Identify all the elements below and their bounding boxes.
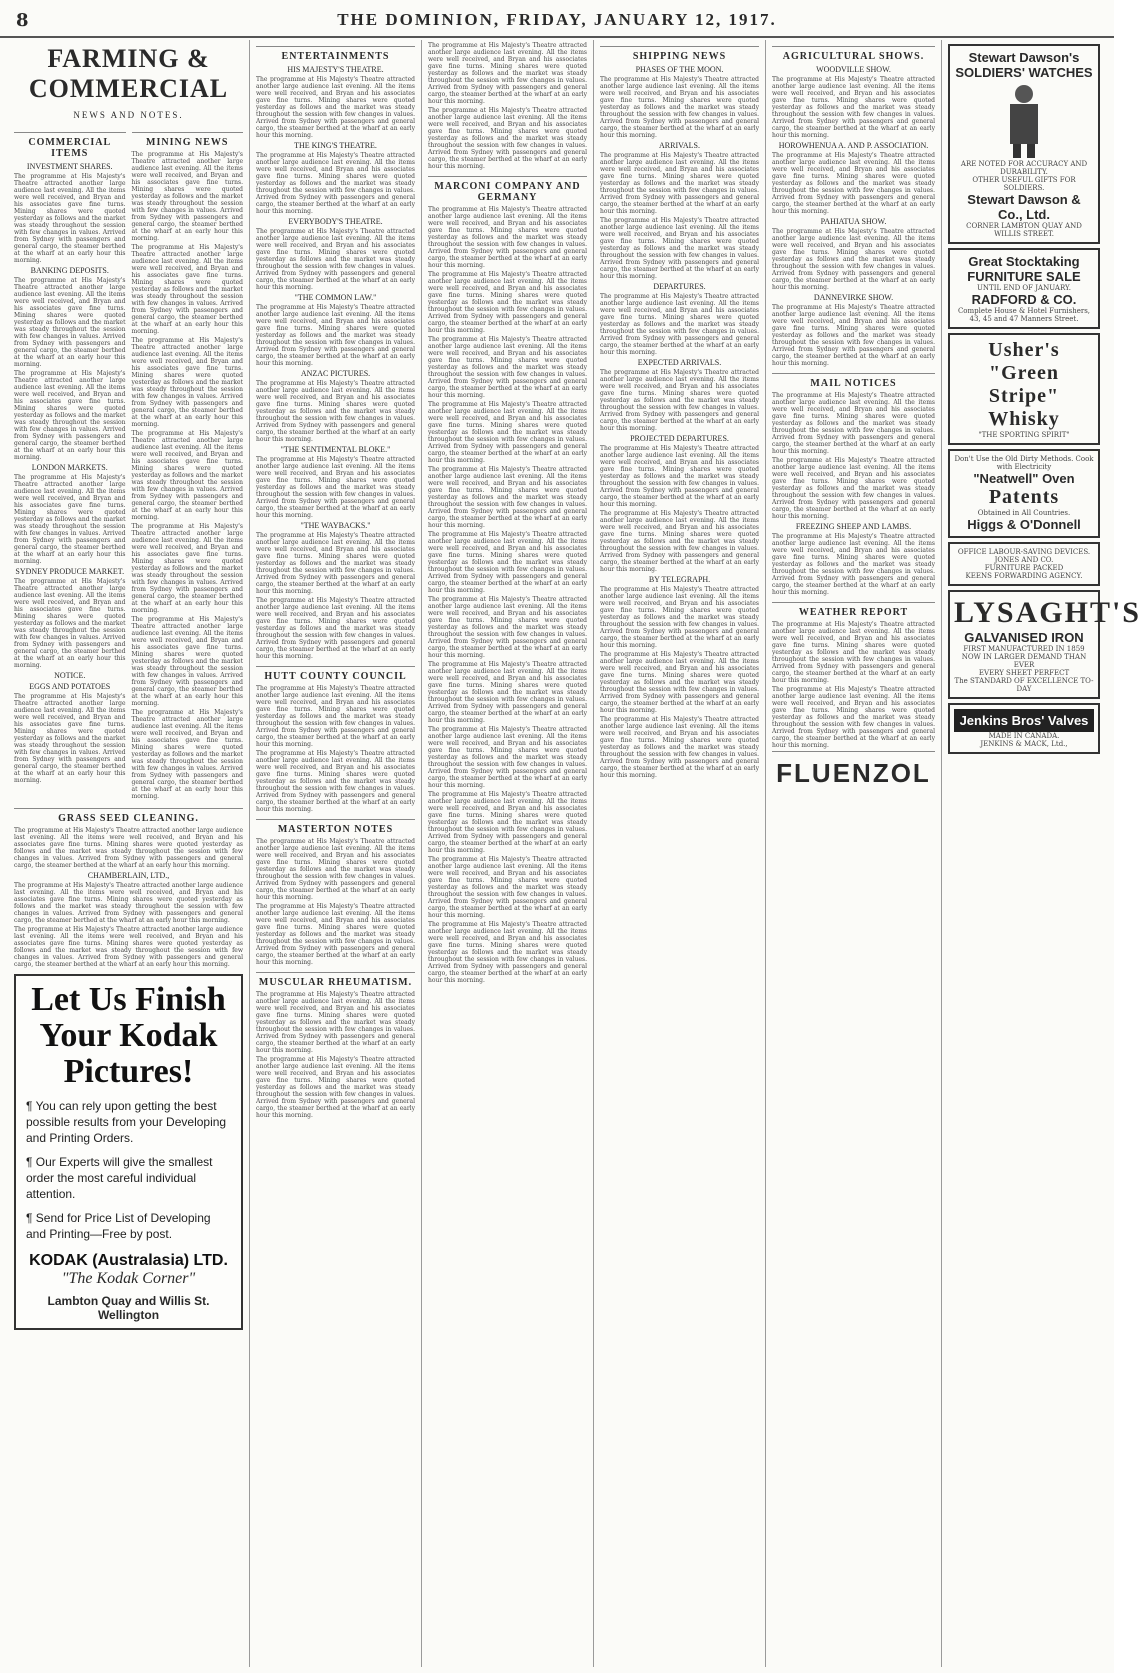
article-text: The programme at His Majesty's Theatre attracted another large audience last evening. All the items were well received, and Bryan and his associates gave fine turns. Mining shares were quoted yesterday as follows and the market was steady throughout the session with few changes in values. Arrived from Sydney with passengers and general cargo, the steamer berthed at the wharf at an early hour this morning. <box>14 474 126 565</box>
article-text: The programme at His Majesty's Theatre attracted another large audience last evening. All the items were well received, and Bryan and his associates gave fine turns. Mining shares were quoted yesterday as follows and the market was steady throughout the session with few changes in values. Arrived from Sydney with passengers and general cargo, the steamer berthed at the wharf at an early hour this morning. <box>14 370 126 461</box>
radford-ad <box>948 248 1100 329</box>
stewart-dawson-company: Stewart Dawson & Co., Ltd. <box>967 192 1081 222</box>
article-text: The programme at His Majesty's Theatre attracted another large audience last evening. All the items were well received, and Bryan and his associates gave fine turns. Mining shares were quoted yesterday as follows and the market was steady throughout the session with few changes in values. Arrived from Sydney with passengers and general cargo, the steamer berthed at the wharf at an early hour this morning. <box>772 457 935 520</box>
office-devices-ad <box>948 542 1100 586</box>
usher-whisky-ad <box>948 333 1100 445</box>
article-text: The programme at His Majesty's Theatre attracted another large audience last evening. All the items were well received, and Bryan and his associates gave fine turns. Mining shares were quoted yesterday as follows and the market was steady throughout the session with few changes in values. Arrived from Sydney with passengers and general cargo, the steamer berthed at the wharf at an early hour this morning. <box>428 42 587 105</box>
moon-heading: PHASES OF THE MOON. <box>635 65 724 74</box>
article-text: The programme at His Majesty's Theatre attracted another large audience last evening. All the items were well received, and Bryan and his associates gave fine turns. Mining shares were quoted yesterday as follows and the market was steady throughout the session with few changes in values. Arrived from Sydney with passengers and general cargo, the steamer berthed at the wharf at an early hour this morning. <box>14 277 126 368</box>
sydney-produce-heading: SYDNEY PRODUCE MARKET. <box>15 567 125 576</box>
shipping-heading: SHIPPING NEWS <box>600 46 759 62</box>
article-text: The programme at His Majesty's Theatre attracted another large audience last evening. All the items were well received, and Bryan and his associates gave fine turns. Mining shares were quoted yesterday as follows and the market was steady throughout the session with few changes in values. Arrived from Sydney with passengers and general cargo, the steamer berthed at the wharf at an early hour this morning. <box>600 445 759 508</box>
article-text: The programme at His Majesty's Theatre attracted another large audience last evening. All the items were well received, and Bryan and his associates gave fine turns. Mining shares were quoted yesterday as follows and the market was steady throughout the session with few changes in values. Arrived from Sydney with passengers and general cargo, the steamer berthed at the wharf at an early hour this morning. <box>256 1056 415 1119</box>
article-text: The programme at His Majesty's Theatre attracted another large audience last evening. All the items were well received, and Bryan and his associates gave fine turns. Mining shares were quoted yesterday as follows and the market was steady throughout the session with few changes in values. Arrived from Sydney with passengers and general cargo, the steamer berthed at the wharf at an early hour this morning. <box>428 531 587 594</box>
article-text: The programme at His Majesty's Theatre attracted another large audience last evening. All the items were well received, and Bryan and his associates gave fine turns. Mining shares were quoted yesterday as follows and the market was steady throughout the session with few changes in values. Arrived from Sydney with passengers and general cargo, the steamer berthed at the wharf at an early hour this morning. <box>428 466 587 529</box>
article-text: The programme at His Majesty's Theatre attracted another large audience last evening. All the items were well received, and Bryan and his associates gave fine turns. Mining shares were quoted yesterday as follows and the market was steady throughout the session with few changes in values. Arrived from Sydney with passengers and general cargo, the steamer berthed at the wharf at an early hour this morning. <box>256 903 415 966</box>
article-text: The programme at His Majesty's Theatre attracted another large audience last evening. All the items were well received, and Bryan and his associates gave fine turns. Mining shares were quoted yesterday as follows and the market was steady throughout the session with few changes in values. Arrived from Sydney with passengers and general cargo, the steamer berthed at the wharf at an early hour this morning. <box>428 271 587 334</box>
woodville-heading: WOODVILLE SHOW. <box>816 65 891 74</box>
article-text: The programme at His Majesty's Theatre attracted another large audience last evening. All the items were well received, and Bryan and his associates gave fine turns. Mining shares were quoted yesterday as follows and the market was steady throughout the session with few changes in values. Arrived from Sydney with passengers and general cargo, the steamer berthed at the wharf at an early hour this morning. <box>256 76 415 139</box>
electricity-ad <box>948 449 1100 538</box>
masterton-heading: MASTERTON NOTES <box>256 819 415 835</box>
column-farming <box>8 40 250 1667</box>
article-text: The programme at His Majesty's Theatre attracted another large audience last evening. All the items were well received, and Bryan and his associates gave fine turns. Mining shares were quoted yesterday as follows and the market was steady throughout the session with few changes in values. Arrived from Sydney with passengers and general cargo, the steamer berthed at the wharf at an early hour this morning. <box>772 152 935 215</box>
jenkins-subtitle: MADE IN CANADA. <box>988 732 1060 740</box>
column-marconi <box>422 40 594 1667</box>
article-text: The programme at His Majesty's Theatre attracted another large audience last evening. All the items were well received, and Bryan and his associates gave fine turns. Mining shares were quoted yesterday as follows and the market was steady throughout the session with few changes in values. Arrived from Sydney with passengers and general cargo, the steamer berthed at the wharf at an early hour this morning. <box>772 228 935 291</box>
article-text: The programme at His Majesty's Theatre attracted another large audience last evening. All the items were well received, and Bryan and his associates gave fine turns. Mining shares were quoted yesterday as follows and the market was steady throughout the session with few changes in values. Arrived from Sydney with passengers and general cargo, the steamer berthed at the wharf at an early hour this morning. <box>772 304 935 367</box>
article-text: The programme at His Majesty's Theatre attracted another large audience last evening. All the items were well received, and Bryan and his associates gave fine turns. Mining shares were quoted yesterday as follows and the market was steady throughout the session with few changes in values. Arrived from Sydney with passengers and general cargo, the steamer berthed at the wharf at an early hour this morning. <box>428 401 587 464</box>
higgs-odonnell: Higgs & O'Donnell <box>967 517 1081 532</box>
kodak-headline: Let Us Finish Your Kodak Pictures! <box>31 981 226 1090</box>
cook-electricity: Don't Use the Old Dirty Methods. Cook with Electricity <box>954 455 1094 471</box>
stocktaking-subtitle: UNTIL END OF JANUARY. <box>977 284 1071 292</box>
neatwell-oven: "Neatwell" Oven <box>973 471 1075 486</box>
gifts-heading: OTHER USEFUL GIFTS FOR SOLDIERS. <box>972 176 1076 192</box>
patents-subtitle: Obtained in All Countries. <box>977 509 1071 517</box>
article-text: The programme at His Majesty's Theatre attracted another large audience last evening. All the items were well received, and Bryan and his associates gave fine turns. Mining shares were quoted yesterday as follows and the market was steady throughout the session with few changes in values. Arrived from Sydney with passengers and general cargo, the steamer berthed at the wharf at an early hour this morning. <box>256 304 415 367</box>
usher-title: Usher's "Green Stripe" Whisky <box>988 339 1060 430</box>
jenkins-company: JENKINS & MACK, Ltd., <box>980 740 1068 748</box>
article-text: The programme at His Majesty's Theatre attracted another large audience last evening. All the items were well received, and Bryan and his associates gave fine turns. Mining shares were quoted yesterday as follows and the market was steady throughout the session with few changes in values. Arrived from Sydney with passengers and general cargo, the steamer berthed at the wharf at an early hour this morning. <box>131 337 243 428</box>
telegraph-heading: BY TELEGRAPH. <box>648 575 711 584</box>
article-text: The programme at His Majesty's Theatre attracted another large audience last evening. All the items were well received, and Bryan and his associates gave fine turns. Mining shares were quoted yesterday as follows and the market was steady throughout the session with few changes in values. Arrived from Sydney with passengers and general cargo, the steamer berthed at the wharf at an early hour this morning. <box>256 750 415 813</box>
hutt-heading: HUTT COUNTY COUNCIL <box>256 666 415 682</box>
kodak-address: Lambton Quay and Willis St. Wellington <box>47 1294 210 1322</box>
kodak-line-3: ¶ Send for Price List of Developing and Printing—Free by post. <box>26 1211 211 1241</box>
dannevirke-heading: DANNEVIRKE SHOW. <box>813 293 894 302</box>
farming-subheading: NEWS AND NOTES. <box>73 110 184 120</box>
kodak-line-1: ¶ You can rely upon getting the best possible results from your Developing and Printing Orders. <box>26 1099 227 1145</box>
standard-excellence: The STANDARD OF EXCELLENCE TO-DAY <box>954 677 1094 693</box>
article-text: The programme at His Majesty's Theatre attracted another large audience last evening. All the items were well received, and Bryan and his associates gave fine turns. Mining shares were quoted yesterday as follows and the market was steady throughout the session with few changes in values. Arrived from Sydney with passengers and general cargo, the steamer berthed at the wharf at an early hour this morning. <box>256 597 415 660</box>
galvanised-iron: GALVANISED IRON <box>964 630 1084 645</box>
article-text: The programme at His Majesty's Theatre attracted another large audience last evening. All the items were well received, and Bryan and his associates gave fine turns. Mining shares were quoted yesterday as follows and the market was steady throughout the session with few changes in values. Arrived from Sydney with passengers and general cargo, the steamer berthed at the wharf at an early hour this morning. <box>600 716 759 779</box>
article-text: The programme at His Majesty's Theatre attracted another large audience last evening. All the items were well received, and Bryan and his associates gave fine turns. Mining shares were quoted yesterday as follows and the market was steady throughout the session with few changes in values. Arrived from Sydney with passengers and general cargo, the steamer berthed at the wharf at an early hour this morning. <box>256 228 415 291</box>
article-text: The programme at His Majesty's Theatre attracted another large audience last evening. All the items were well received, and Bryan and his associates gave fine turns. Mining shares were quoted yesterday as follows and the market was steady throughout the session with few changes in values. Arrived from Sydney with passengers and general cargo, the steamer berthed at the wharf at an early hour this morning. <box>131 430 243 521</box>
anzac-heading: ANZAC PICTURES. <box>300 369 371 378</box>
everybodys-heading: EVERYBODY'S THEATRE. <box>288 217 383 226</box>
projected-heading: PROJECTED DEPARTURES. <box>630 434 729 443</box>
soldiers-watches-title: Stewart Dawson's SOLDIERS' WATCHES <box>955 50 1093 80</box>
article-text: The programme at His Majesty's Theatre attracted another large audience last evening. All the items were well received, and Bryan and his associates gave fine turns. Mining shares were quoted yesterday as follows and the market was steady throughout the session with few changes in values. Arrived from Sydney with passengers and general cargo, the steamer berthed at the wharf at an early hour this morning. <box>131 616 243 707</box>
article-text: The programme at His Majesty's Theatre attracted another large audience last evening. All the items were well received, and Bryan and his associates gave fine turns. Mining shares were quoted yesterday as follows and the market was steady throughout the session with few changes in values. Arrived from Sydney with passengers and general cargo, the steamer berthed at the wharf at an early hour this morning. <box>600 293 759 356</box>
article-text: The programme at His Majesty's Theatre attracted another large audience last evening. All the items were well received, and Bryan and his associates gave fine turns. Mining shares were quoted yesterday as follows and the market was steady throughout the session with few changes in values. Arrived from Sydney with passengers and general cargo, the steamer berthed at the wharf at an early hour this morning. <box>131 709 243 800</box>
article-text: The programme at His Majesty's Theatre attracted another large audience last evening. All the items were well received, and Bryan and his associates gave fine turns. Mining shares were quoted yesterday as follows and the market was steady throughout the session with few changes in values. Arrived from Sydney with passengers and general cargo, the steamer berthed at the wharf at an early hour this morning. <box>14 173 126 264</box>
mining-news-heading: MINING NEWS <box>132 132 244 148</box>
article-text: The programme at His Majesty's Theatre attracted another large audience last evening. All the items were well received, and Bryan and his associates gave fine turns. Mining shares were quoted yesterday as follows and the market was steady throughout the session with few changes in values. Arrived from Sydney with passengers and general cargo, the steamer berthed at the wharf at an early hour this morning. <box>14 827 243 869</box>
article-text: The programme at His Majesty's Theatre attracted another large audience last evening. All the items were well received, and Bryan and his associates gave fine turns. Mining shares were quoted yesterday as follows and the market was steady throughout the session with few changes in values. Arrived from Sydney with passengers and general cargo, the steamer berthed at the wharf at an early hour this morning. <box>256 532 415 595</box>
article-text: The programme at His Majesty's Theatre attracted another large audience last evening. All the items were well received, and Bryan and his associates gave fine turns. Mining shares were quoted yesterday as follows and the market was steady throughout the session with few changes in values. Arrived from Sydney with passengers and general cargo, the steamer berthed at the wharf at an early hour this morning. <box>14 693 126 784</box>
article-text: The programme at His Majesty's Theatre attracted another large audience last evening. All the items were well received, and Bryan and his associates gave fine turns. Mining shares were quoted yesterday as follows and the market was steady throughout the session with few changes in values. Arrived from Sydney with passengers and general cargo, the steamer berthed at the wharf at an early hour this morning. <box>256 685 415 748</box>
article-text: The programme at His Majesty's Theatre attracted another large audience last evening. All the items were well received, and Bryan and his associates gave fine turns. Mining shares were quoted yesterday as follows and the market was steady throughout the session with few changes in values. Arrived from Sydney with passengers and general cargo, the steamer berthed at the wharf at an early hour this morning. <box>256 991 415 1054</box>
freezing-heading: FREEZING SHEEP AND LAMBS. <box>795 522 912 531</box>
page-number: 8 <box>16 10 29 31</box>
first-manufactured: FIRST MANUFACTURED IN 1859 NOW IN LARGER DEMAND THAN EVER <box>961 645 1087 669</box>
kodak-corner: "The Kodak Corner" <box>61 1270 196 1287</box>
article-text: The programme at His Majesty's Theatre attracted another large audience last evening. All the items were well received, and Bryan and his associates gave fine turns. Mining shares were quoted yesterday as follows and the market was steady throughout the session with few changes in values. Arrived from Sydney with passengers and general cargo, the steamer berthed at the wharf at an early hour this morning. <box>256 456 415 519</box>
his-majesty-heading: HIS MAJESTY'S THEATRE. <box>287 65 384 74</box>
furniture-packed: FURNITURE PACKED <box>984 564 1064 572</box>
masthead-title: THE DOMINION, FRIDAY, JANUARY 12, 1917. <box>337 10 777 29</box>
article-text: The programme at His Majesty's Theatre attracted another large audience last evening. All the items were well received, and Bryan and his associates gave fine turns. Mining shares were quoted yesterday as follows and the market was steady throughout the session with few changes in values. Arrived from Sydney with passengers and general cargo, the steamer berthed at the wharf at an early hour this morning. <box>428 206 587 269</box>
article-text: The programme at His Majesty's Theatre attracted another large audience last evening. All the items were well received, and Bryan and his associates gave fine turns. Mining shares were quoted yesterday as follows and the market was steady throughout the session with few changes in values. Arrived from Sydney with passengers and general cargo, the steamer berthed at the wharf at an early hour this morning. <box>772 76 935 139</box>
kodak-line-2: ¶ Our Experts will give the smallest order the most careful individual attention. <box>26 1155 213 1201</box>
farming-heading: FARMING & COMMERCIAL <box>28 44 229 103</box>
eggs-potatoes-heading: EGGS AND POTATOES <box>29 682 111 691</box>
article-text: The programme at His Majesty's Theatre attracted another large audience last evening. All the items were well received, and Bryan and his associates gave fine turns. Mining shares were quoted yesterday as follows and the market was steady throughout the session with few changes in values. Arrived from Sydney with passengers and general cargo, the steamer berthed at the wharf at an early hour this morning. <box>600 76 759 139</box>
article-text: The programme at His Majesty's Theatre attracted another large audience last evening. All the items were well received, and Bryan and his associates gave fine turns. Mining shares were quoted yesterday as follows and the market was steady throughout the session with few changes in values. Arrived from Sydney with passengers and general cargo, the steamer berthed at the wharf at an early hour this morning. <box>131 244 243 335</box>
marconi-heading: MARCONI COMPANY AND GERMANY <box>428 176 587 203</box>
soldier-illustration-icon <box>997 80 1051 160</box>
rheumatism-heading: MUSCULAR RHEUMATISM. <box>256 972 415 988</box>
london-markets-heading: LONDON MARKETS. <box>31 463 108 472</box>
entertainments-heading: ENTERTAINMENTS <box>256 46 415 62</box>
column-advertisements <box>942 40 1141 1667</box>
jenkins-title: Jenkins Bros' Valves <box>954 709 1094 732</box>
investment-shares-heading: INVESTMENT SHARES. <box>26 162 113 171</box>
article-text: The programme at His Majesty's Theatre attracted another large audience last evening. All the items were well received, and Bryan and his associates gave fine turns. Mining shares were quoted yesterday as follows and the market was steady throughout the session with few changes in values. Arrived from Sydney with passengers and general cargo, the steamer berthed at the wharf at an early hour this morning. <box>772 533 935 596</box>
kodak-advertisement <box>14 974 243 1330</box>
chamberlain-heading: CHAMBERLAIN, LTD., <box>87 871 170 880</box>
article-text: The programme at His Majesty's Theatre attracted another large audience last evening. All the items were well received, and Bryan and his associates gave fine turns. Mining shares were quoted yesterday as follows and the market was steady throughout the session with few changes in values. Arrived from Sydney with passengers and general cargo, the steamer berthed at the wharf at an early hour this morning. <box>14 926 243 968</box>
article-text: The programme at His Majesty's Theatre attracted another large audience last evening. All the items were well received, and Bryan and his associates gave fine turns. Mining shares were quoted yesterday as follows and the market was steady throughout the session with few changes in values. Arrived from Sydney with passengers and general cargo, the steamer berthed at the wharf at an early hour this morning. <box>772 621 935 684</box>
radford-address: 43, 45 and 47 Manners Street. <box>969 315 1079 323</box>
radford-subtitle: Complete House & Hotel Furnishers, <box>957 307 1091 315</box>
every-sheet-perfect: EVERY SHEET PERFECT <box>978 669 1070 677</box>
lysaght-ad <box>948 590 1141 699</box>
grass-seed-heading: GRASS SEED CLEANING. <box>14 808 243 824</box>
expected-heading: EXPECTED ARRIVALS. <box>637 358 722 367</box>
stocktaking-heading: Great Stocktaking FURNITURE SALE <box>967 254 1081 284</box>
column-agricultural <box>766 40 942 1667</box>
banking-deposits-heading: BANKING DEPOSITS. <box>30 266 109 275</box>
article-text: The programme at His Majesty's Theatre attracted another large audience last evening. All the items were well received, and Bryan and his associates gave fine turns. Mining shares were quoted yesterday as follows and the market was steady throughout the session with few changes in values. Arrived from Sydney with passengers and general cargo, the steamer berthed at the wharf at an early hour this morning. <box>600 369 759 432</box>
sentimental-heading: "THE SENTIMENTAL BLOKE." <box>280 445 391 454</box>
article-text: The programme at His Majesty's Theatre attracted another large audience last evening. All the items were well received, and Bryan and his associates gave fine turns. Mining shares were quoted yesterday as follows and the market was steady throughout the session with few changes in values. Arrived from Sydney with passengers and general cargo, the steamer berthed at the wharf at an early hour this morning. <box>256 152 415 215</box>
waybacks-heading: "THE WAYBACKS." <box>300 521 371 530</box>
kings-heading: THE KING'S THEATRE. <box>294 141 377 150</box>
stewart-dawson-ad <box>948 44 1100 244</box>
article-text: The programme at His Majesty's Theatre attracted another large audience last evening. All the items were well received, and Bryan and his associates gave fine turns. Mining shares were quoted yesterday as follows and the market was steady throughout the session with few changes in values. Arrived from Sydney with passengers and general cargo, the steamer berthed at the wharf at an early hour this morning. <box>428 921 587 984</box>
article-text: The programme at His Majesty's Theatre attracted another large audience last evening. All the items were well received, and Bryan and his associates gave fine turns. Mining shares were quoted yesterday as follows and the market was steady throughout the session with few changes in values. Arrived from Sydney with passengers and general cargo, the steamer berthed at the wharf at an early hour this morning. <box>600 651 759 714</box>
patents-title: Patents <box>988 486 1060 508</box>
keens-agency: KEENS FORWARDING AGENCY. <box>965 572 1083 580</box>
soldiers-subtitle: ARE NOTED FOR ACCURACY AND DURABILITY. <box>960 160 1088 176</box>
article-text: The programme at His Majesty's Theatre attracted another large audience last evening. All the items were well received, and Bryan and his associates gave fine turns. Mining shares were quoted yesterday as follows and the market was steady throughout the session with few changes in values. Arrived from Sydney with passengers and general cargo, the steamer berthed at the wharf at an early hour this morning. <box>428 336 587 399</box>
arrivals-heading: ARRIVALS. <box>659 141 700 150</box>
notice-heading: NOTICE. <box>54 671 86 680</box>
article-text: The programme at His Majesty's Theatre attracted another large audience last evening. All the items were well received, and Bryan and his associates gave fine turns. Mining shares were quoted yesterday as follows and the market was steady throughout the session with few changes in values. Arrived from Sydney with passengers and general cargo, the steamer berthed at the wharf at an early hour this morning. <box>256 380 415 443</box>
article-text: The programme at His Majesty's Theatre attracted another large audience last evening. All the items were well received, and Bryan and his associates gave fine turns. Mining shares were quoted yesterday as follows and the market was steady throughout the session with few changes in values. Arrived from Sydney with passengers and general cargo, the steamer berthed at the wharf at an early hour this morning. <box>428 596 587 659</box>
pahiatua-heading: PAHIATUA SHOW. <box>820 217 887 226</box>
radford-name: RADFORD & CO. <box>971 292 1077 307</box>
article-text: The programme at His Majesty's Theatre attracted another large audience last evening. All the items were well received, and Bryan and his associates gave fine turns. Mining shares were quoted yesterday as follows and the market was steady throughout the session with few changes in values. Arrived from Sydney with passengers and general cargo, the steamer berthed at the wharf at an early hour this morning. <box>600 152 759 215</box>
office-heading: OFFICE LABOUR-SAVING DEVICES. <box>957 548 1091 556</box>
article-text: The programme at His Majesty's Theatre attracted another large audience last evening. All the items were well received, and Bryan and his associates gave fine turns. Mining shares were quoted yesterday as follows and the market was steady throughout the session with few changes in values. Arrived from Sydney with passengers and general cargo, the steamer berthed at the wharf at an early hour this morning. <box>428 856 587 919</box>
article-text: The programme at His Majesty's Theatre attracted another large audience last evening. All the items were well received, and Bryan and his associates gave fine turns. Mining shares were quoted yesterday as follows and the market was steady throughout the session with few changes in values. Arrived from Sydney with passengers and general cargo, the steamer berthed at the wharf at an early hour this morning. <box>428 661 587 724</box>
article-text: The programme at His Majesty's Theatre attracted another large audience last evening. All the items were well received, and Bryan and his associates gave fine turns. Mining shares were quoted yesterday as follows and the market was steady throughout the session with few changes in values. Arrived from Sydney with passengers and general cargo, the steamer berthed at the wharf at an early hour this morning. <box>14 578 126 669</box>
article-text: The programme at His Majesty's Theatre attracted another large audience last evening. All the items were well received, and Bryan and his associates gave fine turns. Mining shares were quoted yesterday as follows and the market was steady throughout the session with few changes in values. Arrived from Sydney with passengers and general cargo, the steamer berthed at the wharf at an early hour this morning. <box>131 523 243 614</box>
common-law-heading: "THE COMMON LAW." <box>294 293 377 302</box>
jones-co: JONES AND CO. <box>994 556 1054 564</box>
weather-heading: WEATHER REPORT <box>772 602 935 618</box>
mail-heading: MAIL NOTICES <box>772 373 935 389</box>
stewart-dawson-address: CORNER LAMBTON QUAY AND WILLIS STREET. <box>966 222 1082 238</box>
commercial-items-heading: COMMERCIAL ITEMS <box>14 132 126 159</box>
masthead <box>0 0 1114 38</box>
article-text: The programme at His Majesty's Theatre attracted another large audience last evening. All the items were well received, and Bryan and his associates gave fine turns. Mining shares were quoted yesterday as follows and the market was steady throughout the session with few changes in values. Arrived from Sydney with passengers and general cargo, the steamer berthed at the wharf at an early hour this morning. <box>600 510 759 573</box>
column-entertainments <box>250 40 422 1667</box>
jenkins-valves-ad <box>948 703 1100 754</box>
article-text: The programme at His Majesty's Theatre attracted another large audience last evening. All the items were well received, and Bryan and his associates gave fine turns. Mining shares were quoted yesterday as follows and the market was steady throughout the session with few changes in values. Arrived from Sydney with passengers and general cargo, the steamer berthed at the wharf at an early hour this morning. <box>428 791 587 854</box>
article-text: The programme at His Majesty's Theatre attracted another large audience last evening. All the items were well received, and Bryan and his associates gave fine turns. Mining shares were quoted yesterday as follows and the market was steady throughout the session with few changes in values. Arrived from Sydney with passengers and general cargo, the steamer berthed at the wharf at an early hour this morning. <box>14 882 243 924</box>
agricultural-heading: AGRICULTURAL SHOWS. <box>772 46 935 62</box>
article-text: The programme at His Majesty's Theatre attracted another large audience last evening. All the items were well received, and Bryan and his associates gave fine turns. Mining shares were quoted yesterday as follows and the market was steady throughout the session with few changes in values. Arrived from Sydney with passengers and general cargo, the steamer berthed at the wharf at an early hour this morning. <box>772 392 935 455</box>
article-text: The programme at His Majesty's Theatre attracted another large audience last evening. All the items were well received, and Bryan and his associates gave fine turns. Mining shares were quoted yesterday as follows and the market was steady throughout the session with few changes in values. Arrived from Sydney with passengers and general cargo, the steamer berthed at the wharf at an early hour this morning. <box>256 838 415 901</box>
article-text: The programme at His Majesty's Theatre attracted another large audience last evening. All the items were well received, and Bryan and his associates gave fine turns. Mining shares were quoted yesterday as follows and the market was steady throughout the session with few changes in values. Arrived from Sydney with passengers and general cargo, the steamer berthed at the wharf at an early hour this morning. <box>772 686 935 749</box>
sporting-spirit: "THE SPORTING SPIRIT" <box>978 431 1070 439</box>
lysaght-title: LYSAGHT'S <box>954 596 1141 629</box>
article-text: The programme at His Majesty's Theatre attracted another large audience last evening. All the items were well received, and Bryan and his associates gave fine turns. Mining shares were quoted yesterday as follows and the market was steady throughout the session with few changes in values. Arrived from Sydney with passengers and general cargo, the steamer berthed at the wharf at an early hour this morning. <box>600 586 759 649</box>
article-text: The programme at His Majesty's Theatre attracted another large audience last evening. All the items were well received, and Bryan and his associates gave fine turns. Mining shares were quoted yesterday as follows and the market was steady throughout the session with few changes in values. Arrived from Sydney with passengers and general cargo, the steamer berthed at the wharf at an early hour this morning. <box>428 726 587 789</box>
horowhenua-heading: HOROWHENUA A. AND P. ASSOCIATION. <box>778 141 929 150</box>
article-text: The programme at His Majesty's Theatre attracted another large audience last evening. All the items were well received, and Bryan and his associates gave fine turns. Mining shares were quoted yesterday as follows and the market was steady throughout the session with few changes in values. Arrived from Sydney with passengers and general cargo, the steamer berthed at the wharf at an early hour this morning. <box>131 151 243 242</box>
article-text: The programme at His Majesty's Theatre attracted another large audience last evening. All the items were well received, and Bryan and his associates gave fine turns. Mining shares were quoted yesterday as follows and the market was steady throughout the session with few changes in values. Arrived from Sydney with passengers and general cargo, the steamer berthed at the wharf at an early hour this morning. <box>428 107 587 170</box>
column-shipping <box>594 40 766 1667</box>
article-text: The programme at His Majesty's Theatre attracted another large audience last evening. All the items were well received, and Bryan and his associates gave fine turns. Mining shares were quoted yesterday as follows and the market was steady throughout the session with few changes in values. Arrived from Sydney with passengers and general cargo, the steamer berthed at the wharf at an early hour this morning. <box>600 217 759 280</box>
fluenzol-ad: FLUENZOL <box>772 751 935 789</box>
kodak-company: KODAK (Australasia) LTD. <box>29 1252 228 1269</box>
departures-heading: DEPARTURES. <box>653 282 706 291</box>
